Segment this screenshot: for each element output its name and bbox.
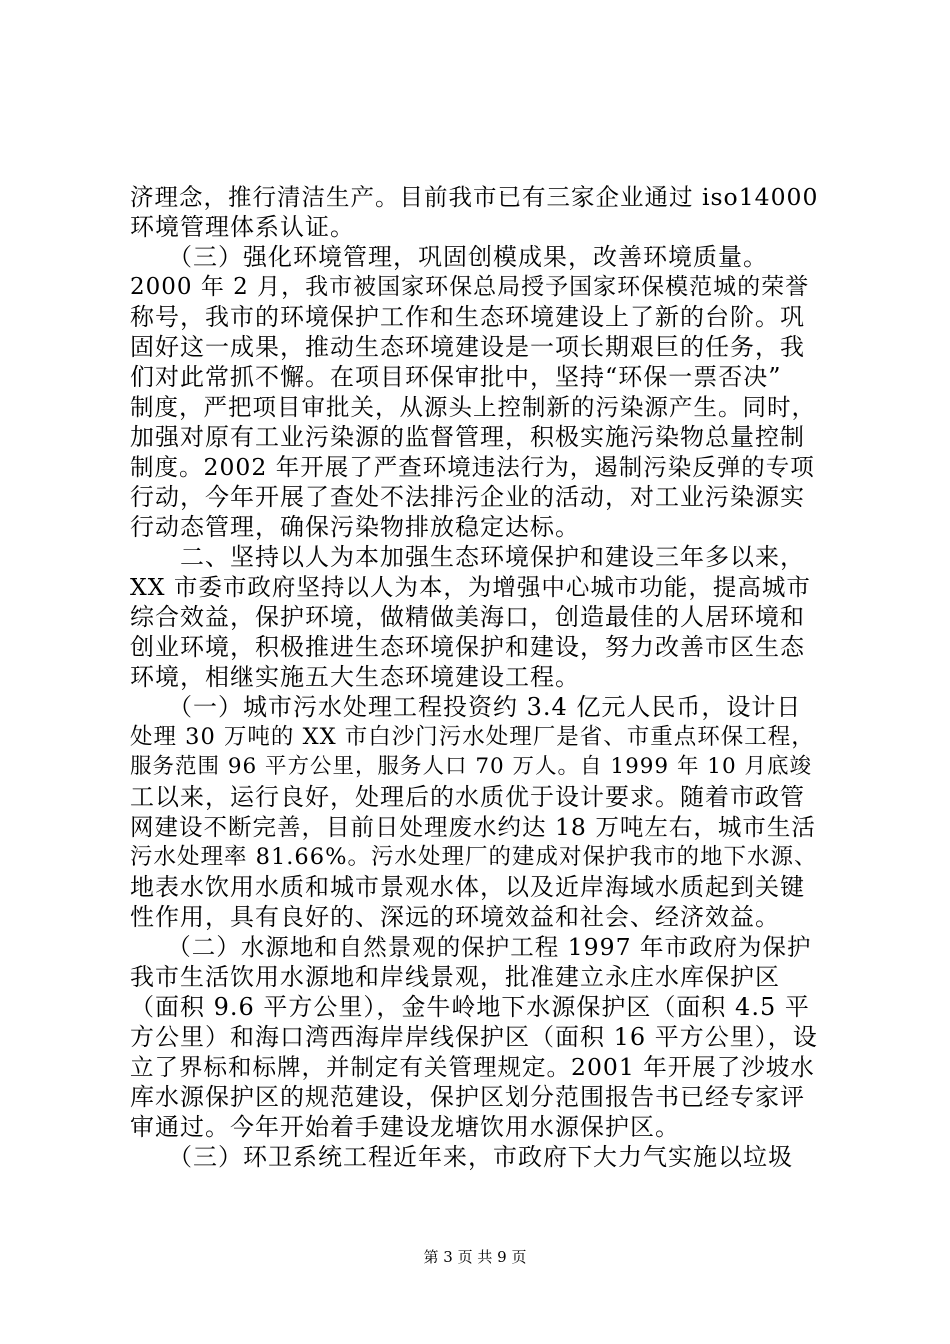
text-line: 工以来，运行良好，处理后的水质优于设计要求。随着市政管 [130, 783, 805, 811]
text-line: 服务范围 96 平方公里，服务人口 70 万人。自 1999 年 10 月底竣 [130, 754, 812, 779]
text-line: 行动，今年开展了查处不法排污企业的活动，对工业污染源实 [130, 483, 805, 511]
text-line: （一）城市污水处理工程投资约 3.4 亿元人民币，设计日 [130, 693, 802, 721]
text-line: 方公里）和海口湾西海岸岸线保护区（面积 16 平方公里），设 [130, 1023, 818, 1051]
text-line: 制度。2002 年开展了严查环境违法行为，遏制污染反弹的专项 [130, 453, 815, 481]
text-line: 污水处理率 81.66%。污水处理厂的建成对保护我市的地下水源、 [130, 844, 818, 870]
text-line: 济理念，推行清洁生产。目前我市已有三家企业通过 iso14000 [130, 183, 819, 211]
text-line: 创业环境，积极推进生态环境保护和建设，努力改善市区生态 [130, 633, 805, 661]
text-line: 加强对原有工业污染源的监督管理，积极实施污染物总量控制 [130, 423, 805, 451]
text-line: 性作用，具有良好的、深远的环境效益和社会、经济效益。 [130, 903, 780, 931]
text-line: 称号，我市的环境保护工作和生态环境建设上了新的台阶。巩 [130, 303, 805, 331]
text-line: （二）水源地和自然景观的保护工程 1997 年市政府为保护 [130, 933, 812, 961]
text-line: 我市生活饮用水源地和岸线景观，批准建立永庄水库保护区 [130, 963, 780, 991]
text-line: 2000 年 2 月，我市被国家环保总局授予国家环保模范城的荣誉 [130, 274, 810, 300]
text-line: 处理 30 万吨的 XX 市白沙门污水处理厂是省、市重点环保工程， [130, 724, 815, 750]
text-line: 环境，相继实施五大生态环境建设工程。 [130, 663, 580, 691]
text-line: 库水源保护区的规范建设，保护区划分范围报告书已经专家评 [130, 1083, 805, 1111]
page-number-footer: 第 3 页 共 9 页 [423, 1248, 527, 1266]
text-line: 制度，严把项目审批关，从源头上控制新的污染源产生。同时， [130, 393, 816, 421]
text-line: 网建设不断完善，目前日处理废水约达 18 万吨左右，城市生活 [130, 813, 816, 841]
text-line: （三）强化环境管理，巩固创模成果，改善环境质量。 [130, 243, 768, 271]
text-line: 审通过。今年开始着手建设龙塘饮用水源保护区。 [130, 1113, 680, 1141]
text-line: 行动态管理，确保污染物排放稳定达标。 [130, 513, 580, 541]
text-line: 环境管理体系认证。 [130, 213, 355, 241]
text-line: 二、坚持以人为本加强生态环境保护和建设三年多以来， [130, 543, 805, 571]
text-line: 立了界标和标牌，并制定有关管理规定。2001 年开展了沙坡水 [130, 1053, 815, 1081]
text-line: 固好这一成果，推动生态环境建设是一项长期艰巨的任务，我 [130, 333, 805, 361]
text-line: 地表水饮用水质和城市景观水体，以及近岸海域水质起到关键 [130, 873, 805, 901]
text-line: XX 市委市政府坚持以人为本，为增强中心城市功能，提高城市 [130, 573, 811, 601]
text-line: （面积 9.6 平方公里），金牛岭地下水源保护区（面积 4.5 平 [130, 993, 810, 1021]
text-line: （三）环卫系统工程近年来，市政府下大力气实施以垃圾 [130, 1143, 793, 1171]
text-line: 综合效益，保护环境，做精做美海口，创造最佳的人居环境和 [130, 603, 805, 631]
text-line: 们对此常抓不懈。在项目环保审批中，坚持“环保一票否决” [130, 363, 782, 391]
